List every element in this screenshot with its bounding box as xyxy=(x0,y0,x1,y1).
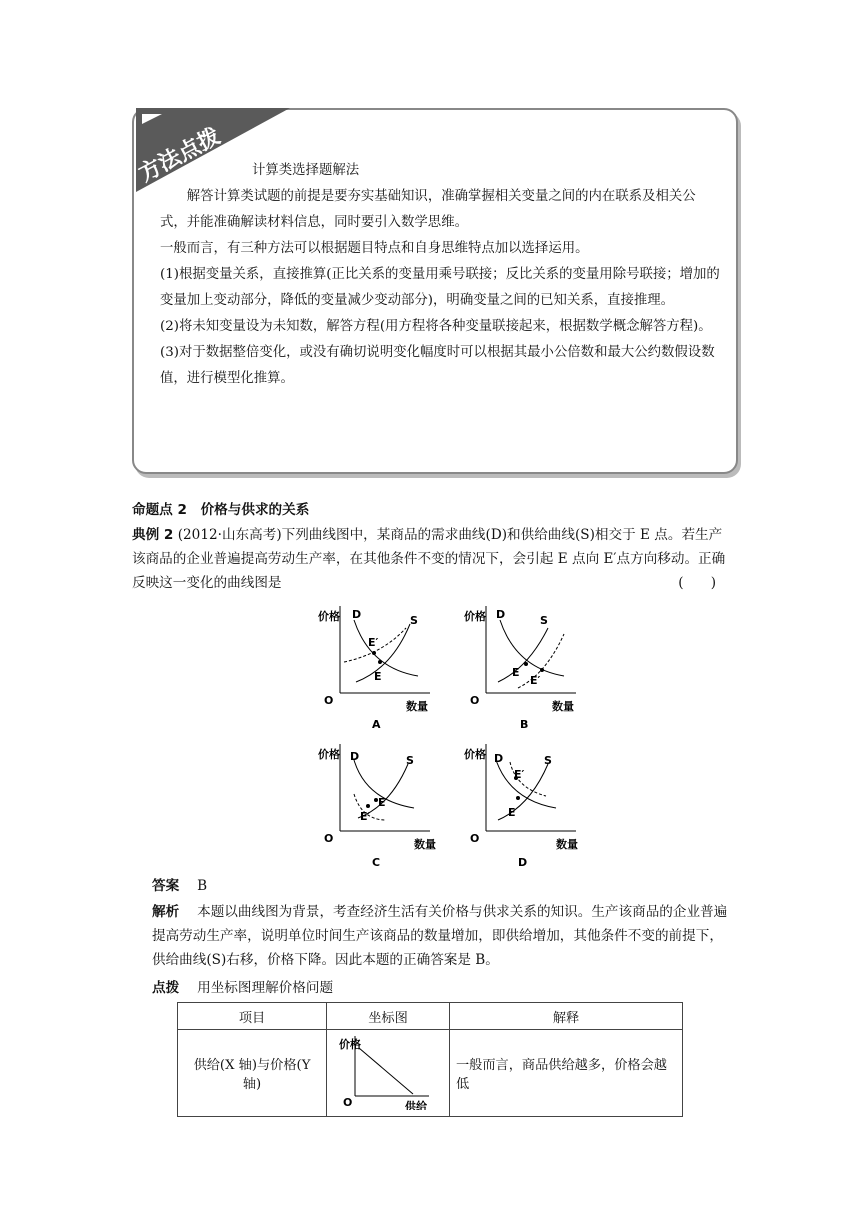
svg-text:价格: 价格 xyxy=(318,748,340,761)
table-cell-graph xyxy=(327,1030,450,1117)
banner-text: 方法点拨 xyxy=(135,123,225,188)
svg-text:E′: E′ xyxy=(514,768,525,781)
example-question xyxy=(132,523,732,595)
tip2-text: 用坐标图理解价格问题 xyxy=(197,980,334,996)
svg-text:E: E xyxy=(512,666,520,679)
svg-text:价格: 价格 xyxy=(464,748,486,761)
answer-value: B xyxy=(197,878,208,894)
svg-text:供给: 供给 xyxy=(405,1100,427,1110)
tip-item1: (1)根据变量关系，直接推算(正比关系的变量用乘号联接；反比关系的变量用除号联接；增加的变量加上变动部分，降低的变量减少变动部分)，明确变量之间的已知关系，直接推理。 xyxy=(160,267,720,308)
tip2-line xyxy=(132,976,752,1000)
figure-grid xyxy=(300,598,600,878)
supply-price-graph xyxy=(333,1032,433,1110)
example-text: (2012·山东高考)下列曲线图中，某商品的需求曲线(D)和供给曲线(S)相交于 E 点。若生产该商品的企业普遍提高劳动生产率，在其他条件不变的情况下，会引起 E 点向 E′点方向移动。正确反映这一变化的曲线图是 xyxy=(132,527,726,591)
svg-text:E: E xyxy=(378,796,386,809)
method-tip-content xyxy=(160,158,720,392)
svg-text:E′: E′ xyxy=(360,810,371,823)
answer-label: 答案 xyxy=(152,878,180,894)
svg-text:O: O xyxy=(324,832,334,845)
figure-c xyxy=(310,736,450,868)
svg-text:数量: 数量 xyxy=(556,838,578,851)
svg-text:S: S xyxy=(544,754,552,767)
tip-para2: 一般而言，有三种方法可以根据题目特点和自身思维特点加以选择运用。 xyxy=(160,241,589,256)
svg-text:S: S xyxy=(406,754,414,767)
svg-text:B: B xyxy=(520,718,529,730)
svg-text:D: D xyxy=(496,608,506,621)
svg-text:D: D xyxy=(350,750,360,763)
table-row xyxy=(178,1030,683,1117)
svg-text:数量: 数量 xyxy=(552,700,574,713)
tip-item2: (2)将未知变量设为未知数，解答方程(用方程将各种变量联接起来，根据数学概念解答方程)。 xyxy=(160,319,712,334)
svg-text:O: O xyxy=(470,694,480,707)
svg-text:数量: 数量 xyxy=(406,700,428,713)
figure-b xyxy=(456,598,596,730)
analysis-text: 本题以曲线图为背景，考查经济生活有关价格与供求关系的知识。生产该商品的企业普遍提高劳动生产率，说明单位时间生产该商品的数量增加，即供给增加，其他条件不变的前提下，供给曲线(S)右移，价格下降。因此本题的正确答案是 B。 xyxy=(152,904,728,968)
svg-text:E′: E′ xyxy=(530,674,541,687)
table-cell-explain: 一般而言，商品供给越多，价格会越低 xyxy=(450,1030,683,1117)
table-header: 坐标图 xyxy=(327,1003,450,1030)
tip-para1: 解答计算类试题的前提是要夯实基础知识，准确掌握相关变量之间的内在联系及相关公式，并能准确解读材料信息，同时要引入数学思维。 xyxy=(160,189,696,230)
table-cell-item: 供给(X 轴)与价格(Y 轴) xyxy=(178,1030,327,1117)
tip-title: 计算类选择题解法 xyxy=(252,163,360,178)
figure-d xyxy=(456,736,596,868)
svg-text:E′: E′ xyxy=(368,636,379,649)
example-label: 典例 2 xyxy=(132,527,174,543)
svg-text:O: O xyxy=(324,694,334,707)
price-coordinate-table xyxy=(177,1002,683,1117)
section-heading: 命题点 2 价格与供求的关系 xyxy=(132,502,310,518)
table-header-row xyxy=(178,1003,683,1030)
svg-text:C: C xyxy=(372,856,381,868)
svg-text:A: A xyxy=(372,718,381,730)
svg-text:S: S xyxy=(540,614,548,627)
tip2-label: 点拨 xyxy=(152,980,180,996)
svg-text:D: D xyxy=(518,856,528,868)
svg-text:价格: 价格 xyxy=(464,610,486,623)
answer-line xyxy=(132,874,752,898)
analysis-label: 解析 xyxy=(152,904,180,920)
svg-text:E: E xyxy=(508,806,516,819)
svg-text:S: S xyxy=(410,614,418,627)
svg-text:D: D xyxy=(494,752,504,765)
svg-text:D: D xyxy=(352,608,362,621)
tip-item3: (3)对于数据整倍变化，或没有确切说明变化幅度时可以根据其最小公倍数和最大公约数假设数值，进行模型化推算。 xyxy=(160,345,715,386)
table-header: 项目 xyxy=(178,1003,327,1030)
svg-text:数量: 数量 xyxy=(414,838,436,851)
figure-a xyxy=(310,598,450,730)
svg-text:O: O xyxy=(470,832,480,845)
svg-text:E: E xyxy=(374,670,382,683)
analysis-block xyxy=(132,900,732,972)
answer-blank: ( ) xyxy=(678,575,716,591)
svg-text:价格: 价格 xyxy=(318,610,340,623)
svg-text:O: O xyxy=(343,1096,353,1109)
table-header: 解释 xyxy=(450,1003,683,1030)
svg-text:价格: 价格 xyxy=(339,1038,361,1051)
